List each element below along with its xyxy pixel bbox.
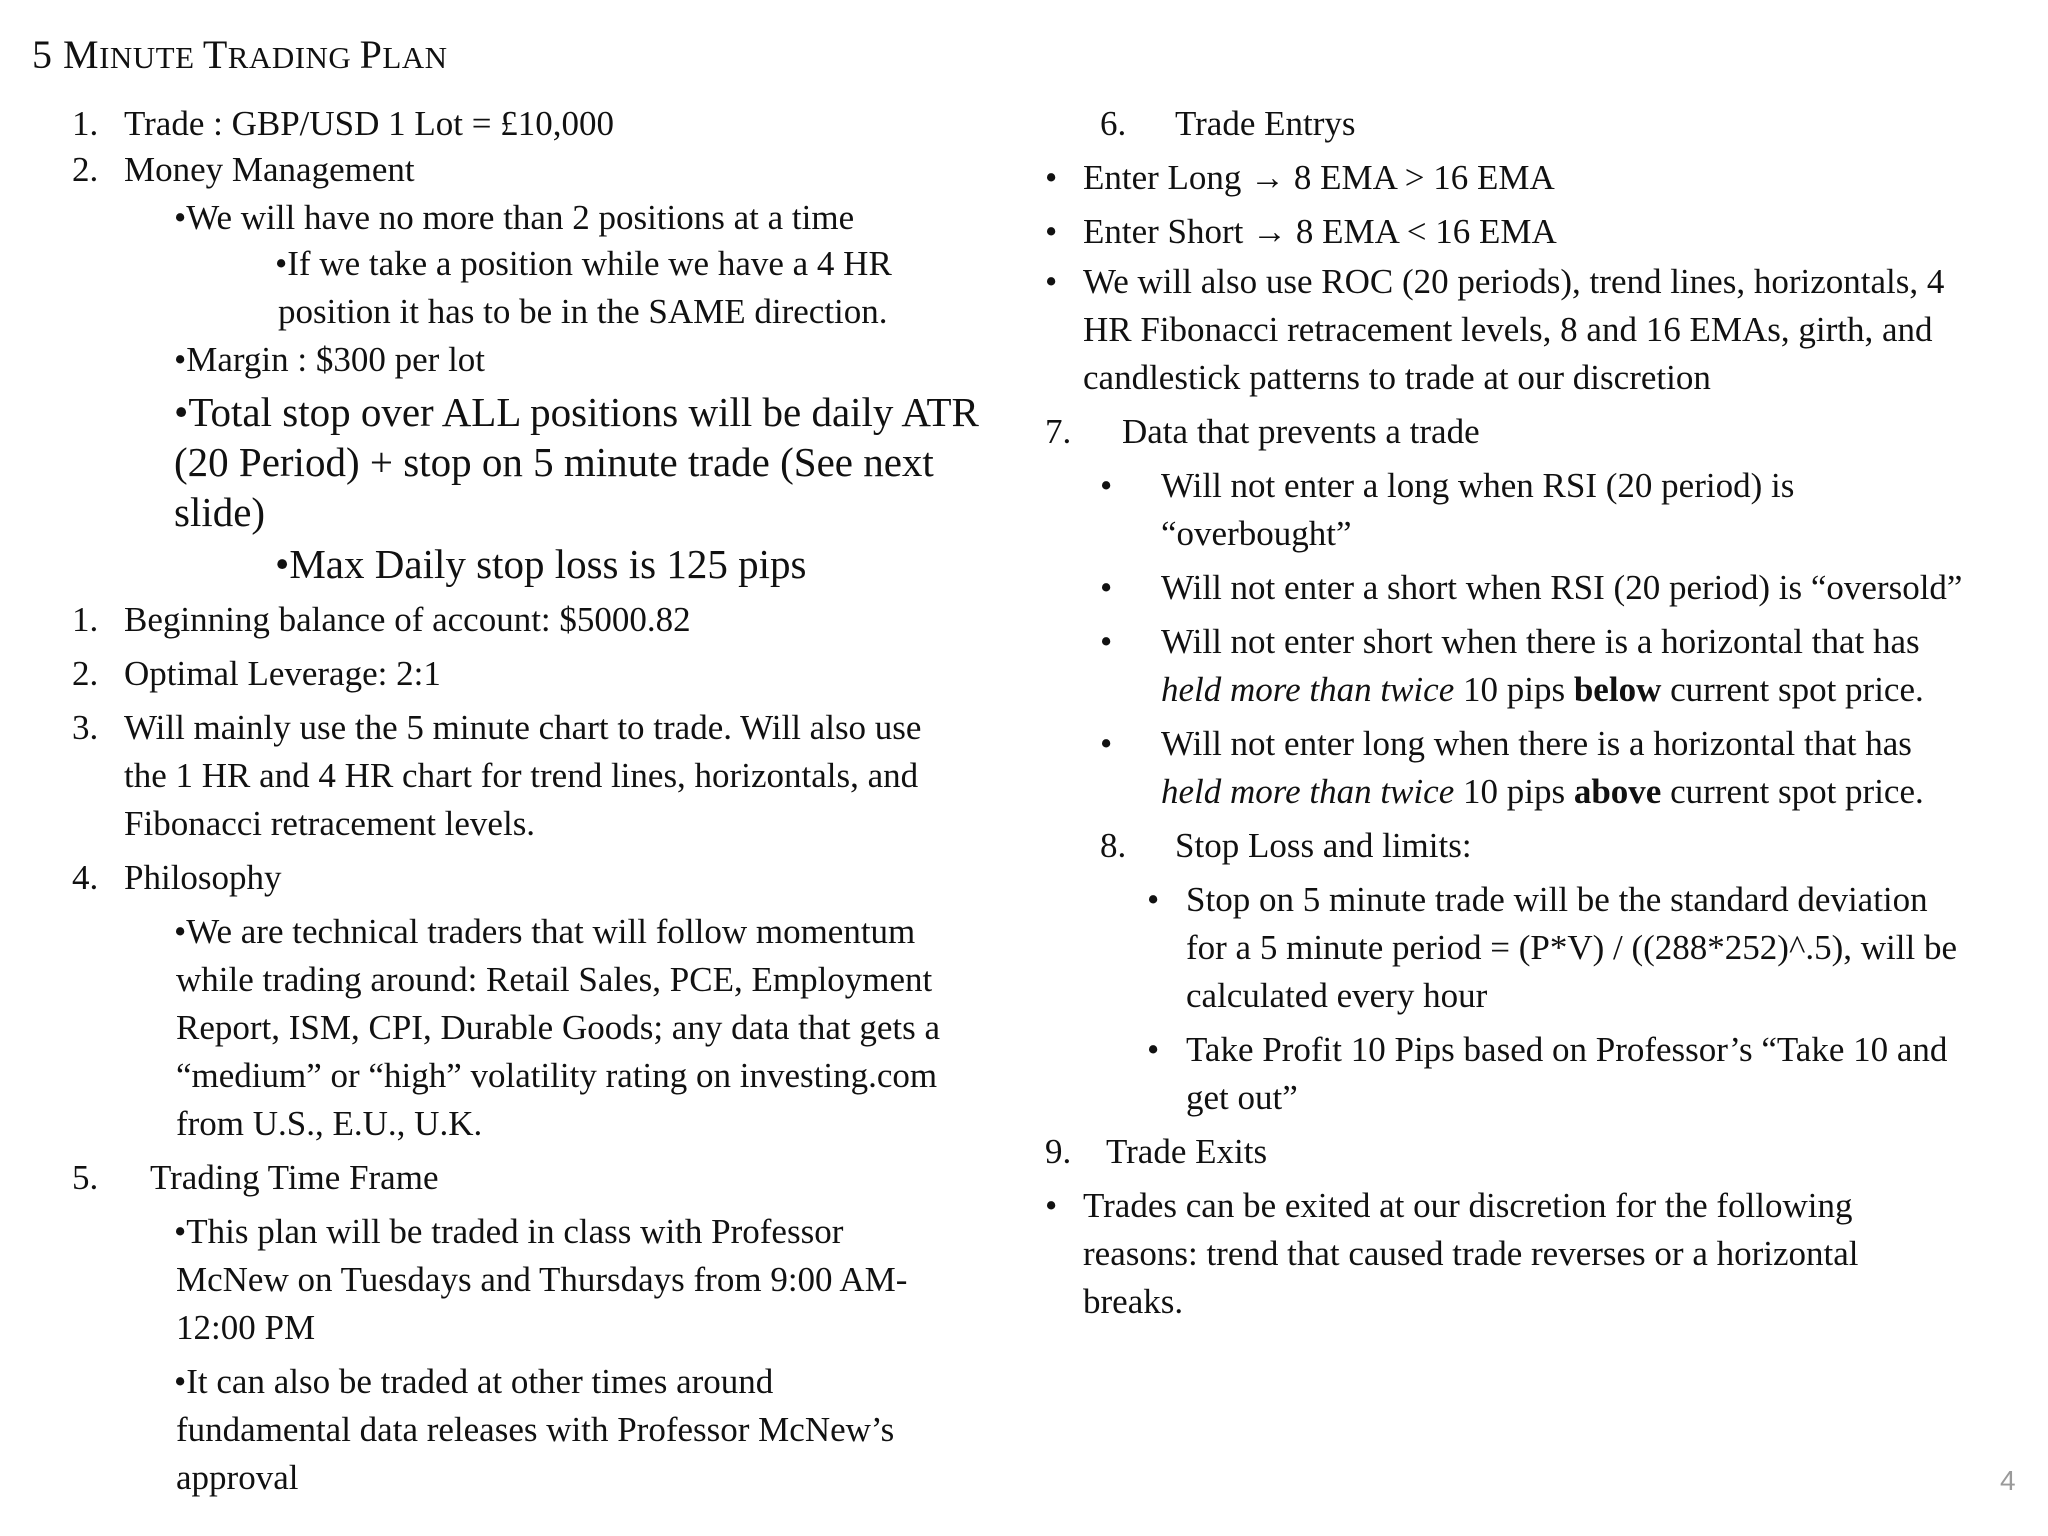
bullet-item-continued: approval	[176, 1458, 299, 1497]
text-run: 10 pips	[1454, 670, 1574, 709]
bullet-item-continued: breaks.	[1083, 1282, 1184, 1321]
bullet-item-continued	[1161, 666, 1924, 714]
list-item-time-frame: Trading Time Frame	[150, 1158, 439, 1197]
list-number: 5.	[72, 1158, 99, 1197]
emphasis-text: held more than twice	[1161, 670, 1455, 709]
bullet-icon: •	[1045, 158, 1058, 197]
bullet-item-continued: slide)	[174, 489, 266, 535]
bullet-item-continued: for a 5 minute period = (P*V) / ((288*252)^.5), will be	[1186, 928, 1958, 967]
bold-text: above	[1573, 772, 1662, 811]
bullet-icon: •	[1100, 622, 1113, 661]
bullet-item-continued: candlestick patterns to trade at our discretion	[1083, 358, 1711, 397]
bullet-icon: •	[1100, 466, 1113, 505]
text-run: current spot price.	[1661, 670, 1924, 709]
bullet-item: Take Profit 10 Pips based on Professor’s “Take 10 and	[1186, 1030, 1948, 1069]
list-number: 1.	[72, 600, 99, 639]
text-run: current spot price.	[1661, 772, 1924, 811]
bullet-item-continued: position it has to be in the SAME direction.	[278, 292, 888, 331]
bullet-item: •Total stop over ALL positions will be daily ATR	[174, 389, 979, 435]
list-number: 1.	[72, 104, 99, 143]
bullet-item-continued: 12:00 PM	[176, 1308, 316, 1347]
list-number: 9.	[1045, 1132, 1072, 1171]
bullet-item-continued: McNew on Tuesdays and Thursdays from 9:00 AM-	[176, 1260, 908, 1299]
bullet-item-continued: while trading around: Retail Sales, PCE, Employment	[176, 960, 933, 999]
bullet-item-continued: “overbought”	[1161, 514, 1352, 553]
bullet-icon: •	[1147, 880, 1160, 919]
section-trade-exits: Trade Exits	[1106, 1132, 1268, 1171]
list-item-balance: Beginning balance of account: $5000.82	[124, 600, 691, 639]
bullet-item: We will also use ROC (20 periods), trend lines, horizontals, 4	[1083, 262, 1945, 301]
page-number: 4	[2000, 1465, 2016, 1496]
list-number: 8.	[1100, 826, 1127, 865]
title-part: T	[202, 32, 228, 77]
section-data-prevents-trade: Data that prevents a trade	[1122, 412, 1480, 451]
bullet-item-continued: reasons: trend that caused trade reverses or a horizontal	[1083, 1234, 1859, 1273]
bullet-icon: •	[1100, 724, 1113, 763]
list-item-charts: Will mainly use the 5 minute chart to trade. Will also use	[124, 708, 922, 747]
bullet-icon: •	[1045, 1186, 1058, 1225]
title-part: P	[359, 32, 383, 77]
bullet-item: •Max Daily stop loss is 125 pips	[275, 541, 807, 587]
bullet-icon: •	[1045, 262, 1058, 301]
bullet-item-continued: (20 Period) + stop on 5 minute trade (See next	[174, 439, 934, 485]
list-number: 2.	[72, 150, 99, 189]
title-part: INUTE	[99, 40, 203, 75]
bullet-item-continued: fundamental data releases with Professor McNew’s	[176, 1410, 895, 1449]
bullet-icon: •	[1100, 568, 1113, 607]
slide-title	[32, 30, 448, 83]
list-item-philosophy: Philosophy	[124, 858, 282, 897]
list-item-continued: Fibonacci retracement levels.	[124, 804, 536, 843]
bullet-item: •We will have no more than 2 positions at a time	[174, 198, 855, 237]
section-trade-entrys: Trade Entrys	[1175, 104, 1356, 143]
bullet-icon: •	[1147, 1030, 1160, 1069]
bullet-item: •Margin : $300 per lot	[174, 340, 486, 379]
bullet-item-continued	[1161, 768, 1924, 816]
bullet-item: •We are technical traders that will follow momentum	[174, 912, 916, 951]
list-item-trade: Trade : GBP/USD 1 Lot = £10,000	[124, 104, 615, 143]
list-number: 3.	[72, 708, 99, 747]
bullet-item: Stop on 5 minute trade will be the standard deviation	[1186, 880, 1928, 919]
bullet-item-continued: “medium” or “high” volatility rating on investing.com	[176, 1056, 938, 1095]
list-item-continued: the 1 HR and 4 HR chart for trend lines, horizontals, and	[124, 756, 919, 795]
bullet-item-continued: HR Fibonacci retracement levels, 8 and 16 EMAs, girth, and	[1083, 310, 1933, 349]
bullet-item-continued: get out”	[1186, 1078, 1298, 1117]
bullet-item: Will not enter long when there is a horizontal that has	[1161, 724, 1912, 763]
list-item-leverage: Optimal Leverage: 2:1	[124, 654, 441, 693]
bullet-item: Will not enter short when there is a horizontal that has	[1161, 622, 1920, 661]
section-stop-loss: Stop Loss and limits:	[1175, 826, 1472, 865]
list-number: 4.	[72, 858, 99, 897]
bullet-item: Will not enter a long when RSI (20 period) is	[1161, 466, 1795, 505]
bullet-item: •This plan will be traded in class with Professor	[174, 1212, 844, 1251]
bullet-item: Trades can be exited at our discretion for the following	[1083, 1186, 1853, 1225]
bullet-item: Enter Long → 8 EMA > 16 EMA	[1083, 158, 1555, 197]
list-number: 6.	[1100, 104, 1127, 143]
bullet-item: Enter Short → 8 EMA < 16 EMA	[1083, 212, 1557, 251]
bullet-item: •It can also be traded at other times around	[174, 1362, 774, 1401]
emphasis-text: held more than twice	[1161, 772, 1455, 811]
title-part: 5 M	[32, 32, 100, 77]
bullet-item: •If we take a position while we have a 4 HR	[275, 244, 892, 283]
bullet-item-continued: Report, ISM, CPI, Durable Goods; any data that gets a	[176, 1008, 941, 1047]
list-number: 7.	[1045, 412, 1072, 451]
bullet-icon: •	[1045, 212, 1058, 251]
bullet-item: Will not enter a short when RSI (20 period) is “oversold”	[1161, 568, 1963, 607]
bullet-item-continued: from U.S., E.U., U.K.	[176, 1104, 483, 1143]
bold-text: below	[1573, 670, 1662, 709]
bullet-item-continued: calculated every hour	[1186, 976, 1488, 1015]
list-item-money-management: Money Management	[124, 150, 415, 189]
text-run: 10 pips	[1454, 772, 1574, 811]
title-part: RADING	[227, 40, 360, 75]
list-number: 2.	[72, 654, 99, 693]
title-part: LAN	[382, 40, 448, 75]
